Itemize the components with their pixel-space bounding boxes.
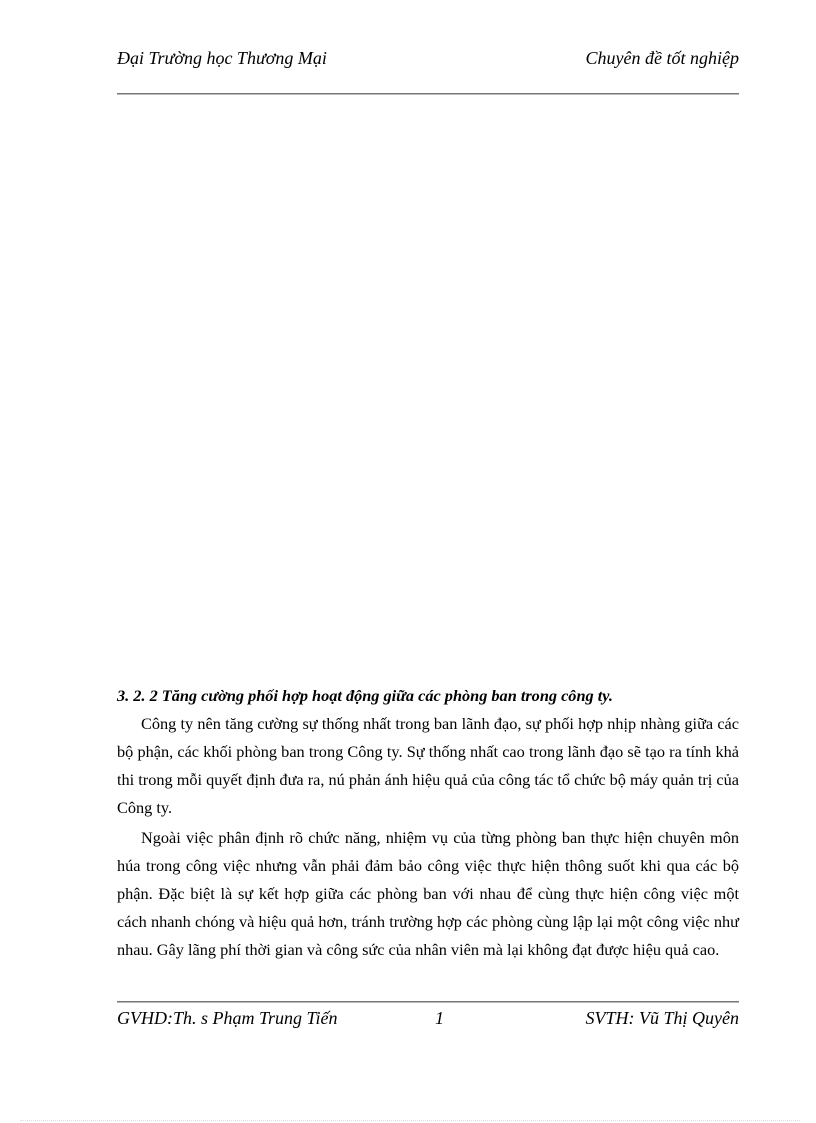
footer-student: SVTH: Vũ Thị Quyên [585, 1008, 739, 1028]
footer-divider [117, 1001, 739, 1003]
header-school-name: Đại Trường học Thương Mại [117, 48, 327, 68]
paragraph-2: Ngoài việc phân định rõ chức năng, nhiệm vụ của từng phòng ban thực hiện chuyên môn húa trong công việc nhưng vẫn phải đảm bảo công việc thực hiện thông suốt khi qua các bộ phận. Đặc biệt là sự kết hợp giữa các phòng ban với nhau để cùng thực hiện công việc một cách nhanh chóng và hiệu quả hơn, tránh trường hợp các phòng cùng lập lại một công việc như nhau. Gây lãng phí thời gian và công sức của nhân viên mà lại không đạt được hiệu quả cao. [117, 828, 739, 959]
footer-page-number: 1 [435, 1008, 444, 1028]
page-footer [117, 1006, 739, 1034]
paragraph-1: Công ty nên tăng cường sự thống nhất trong ban lãnh đạo, sự phối hợp nhịp nhàng giữa các bộ phận, các khối phòng ban trong Công ty. Sự thống nhất cao trong lãnh đạo sẽ tạo ra tính khả thi trong mỗi quyết định đưa ra, nú phản ánh hiệu quả của công tác tổ chức bộ máy quản trị của Công ty. [117, 714, 739, 817]
footer-supervisor: GVHD:Th. s Phạm Trung Tiến [117, 1008, 338, 1028]
page-header [117, 46, 739, 74]
page-edge-line [20, 1120, 800, 1121]
section-body [117, 682, 739, 964]
header-divider [117, 93, 739, 95]
header-document-type: Chuyên đề tốt nghiệp [585, 48, 739, 68]
section-heading: 3. 2. 2 Tăng cường phối hợp hoạt động giữa các phòng ban trong công ty. [117, 686, 613, 705]
